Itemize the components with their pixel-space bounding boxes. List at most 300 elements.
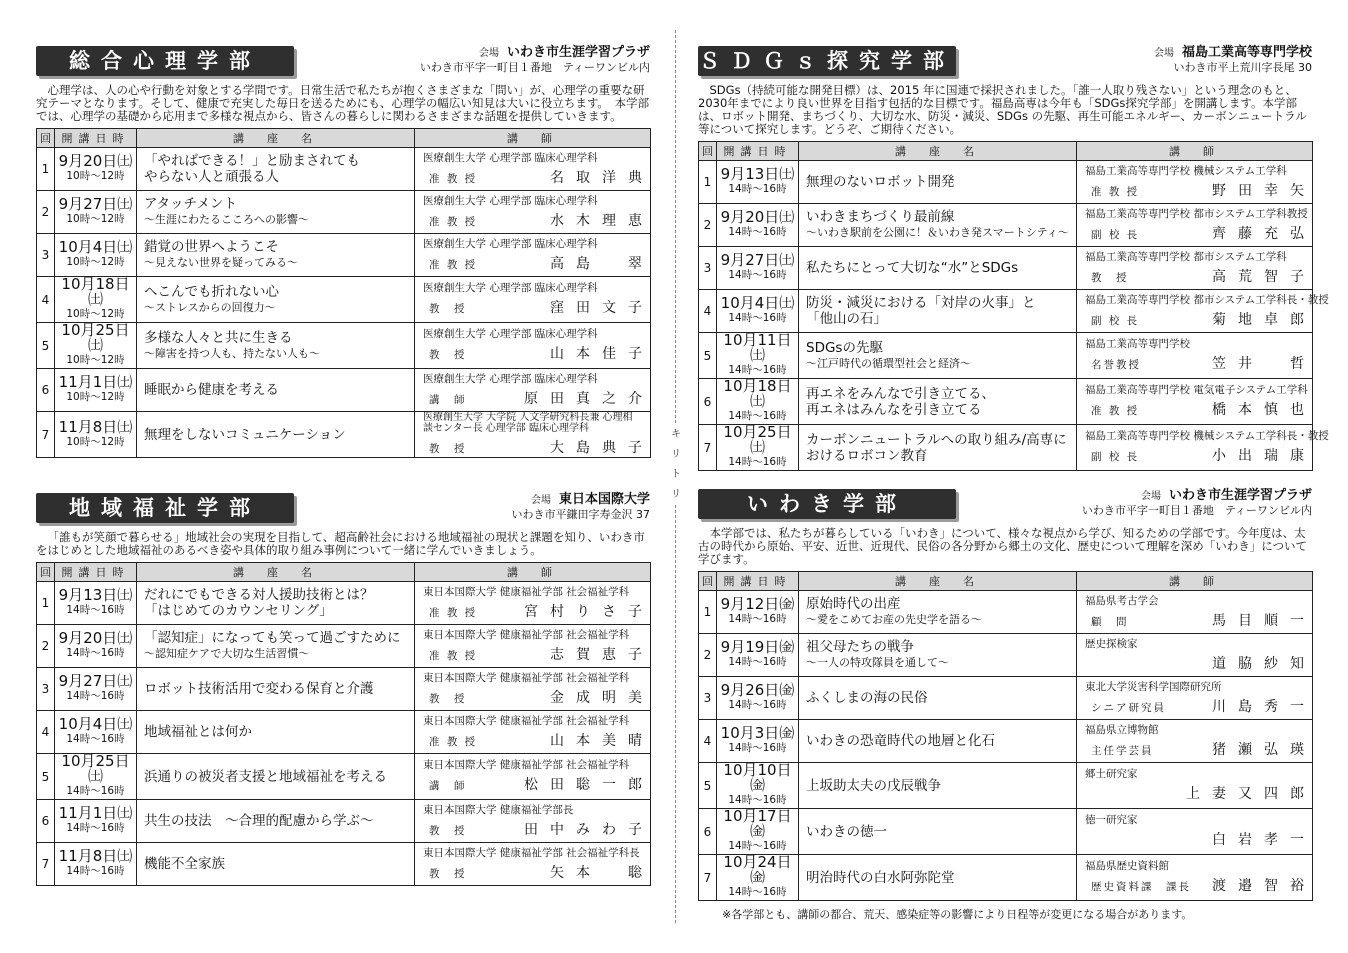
session-datetime: [717, 161, 799, 204]
lecture-subtitle: ～障害を持つ人も、持たない人も～: [144, 346, 320, 360]
header-lecturer: 講 師: [1077, 142, 1313, 161]
lecturer-name: 橋本慎也: [1212, 402, 1316, 418]
lecture-title-cell: [799, 591, 1077, 634]
session-date: 9月20日㈯: [58, 629, 133, 647]
table-header-row: [699, 572, 1313, 591]
table-row: [699, 677, 1313, 720]
lecturer-rank: 講 師: [429, 393, 467, 406]
session-datetime: [55, 668, 137, 711]
lecturer-line: [1085, 180, 1316, 200]
session-number: 2: [699, 204, 717, 247]
lecture-title-cell: [799, 677, 1077, 720]
venue-line: [420, 46, 650, 61]
lecture-title-cell: [137, 412, 415, 458]
session-number: 6: [37, 800, 55, 843]
session-date: 9月27日㈯: [58, 195, 133, 213]
session-number: 4: [37, 711, 55, 754]
section-intro: SDGs（持続可能な開発目標）は、2015 年に国連で採択されました。「誰一人取り残さない」という理念のもと、2030年までにより良い世界を目指す包括的な目標です。福島高専は今年も「SDGs探究学部」を開講します。本学部は、ロボット開発、まちづくり、大切な水、防災・減災、SDGs の先駆、再生可能エネルギー、カーボンニュートラル等について探究します。どうぞ、ご期待ください。: [698, 83, 1307, 136]
session-number: 1: [699, 591, 717, 634]
session-number: 6: [699, 809, 717, 855]
venue-info: [512, 493, 651, 522]
section-title: 地域福祉学部: [36, 493, 294, 523]
lecturer-rank: 教 授: [429, 443, 467, 455]
lecturer-name: 大島典子: [550, 440, 654, 456]
lecture-title-cell: [137, 754, 415, 800]
session-number: 5: [37, 323, 55, 369]
venue-label: 会場: [1140, 491, 1161, 502]
table-row: [37, 369, 651, 412]
kiritori-char: ト: [671, 469, 681, 480]
lecturer-cell: [1077, 425, 1329, 471]
session-date: 10月25日㈯: [723, 423, 792, 456]
session-datetime: [717, 290, 799, 333]
lecture-title-cell: [799, 809, 1077, 855]
lecturer-line: [1085, 783, 1316, 803]
lecturer-line: [1085, 739, 1316, 759]
venue-label: 会場: [1153, 48, 1174, 59]
lecturer-name: 渡邉智裕: [1212, 878, 1316, 894]
lecturer-cell: [1077, 333, 1316, 379]
session-number: 2: [37, 625, 55, 668]
table-row: [699, 425, 1313, 471]
venue-line: [512, 493, 651, 508]
session-date: 9月20日㈯: [720, 208, 795, 226]
session-datetime: [55, 754, 137, 800]
session-number: 2: [699, 634, 717, 677]
lecture-title: 私たちにとって大切な“水”とSDGs: [806, 260, 1019, 276]
lecturer-line: [423, 601, 654, 621]
session-date: 9月27日㈯: [58, 672, 133, 690]
lecturer-line: [1085, 309, 1316, 329]
session-time: 14時～16時: [66, 822, 125, 834]
lecturer-affiliation: 東日本国際大学 健康福祉学部 社会福祉学科: [423, 628, 630, 641]
lecturer-affiliation: 福島工業高等専門学校 都市システム工学科教授: [1085, 207, 1308, 220]
lecture-subtitle: 「他山の石」: [806, 311, 887, 327]
session-datetime: [717, 591, 799, 634]
lecturer-name: 山本佳子: [550, 346, 654, 362]
lecturer-rank: 副 校 長: [1091, 451, 1140, 463]
session-date: 10月25日㈯: [61, 321, 130, 354]
lecturer-rank: 教 授: [429, 692, 467, 705]
lecturer-name: 高荒智子: [1212, 268, 1316, 285]
lecturer-line: [423, 210, 654, 230]
lecturer-cell: [1077, 720, 1316, 763]
lecture-title: 浜通りの被災者支援と地域福祉を考える: [144, 768, 387, 785]
header-date: 開講日時: [55, 129, 137, 148]
lecturer-name: 山本美晴: [550, 732, 654, 749]
session-number: 4: [699, 290, 717, 333]
session-datetime: [717, 204, 799, 247]
session-datetime: [717, 247, 799, 290]
lecturer-rank: 准 教 授: [429, 606, 478, 619]
session-time: 10時～12時: [66, 354, 125, 366]
venue-name: いわき市生涯学習プラザ: [506, 45, 650, 60]
table-row: [699, 591, 1313, 634]
lecturer-line: [423, 167, 654, 187]
lecture-title: カーボンニュートラルへの取り組み/高専に: [806, 431, 1067, 448]
lecturer-affiliation: 福島工業高等専門学校 機械システム工学科長・教授: [1085, 430, 1329, 442]
session-date: 9月20日㈯: [58, 152, 133, 170]
lecturer-line: [423, 774, 654, 794]
table-row: [37, 711, 651, 754]
table-row: [699, 855, 1313, 901]
session-time: 14時～16時: [66, 785, 125, 797]
lecture-title: 原始時代の出産: [806, 596, 901, 612]
lecture-title: 機能不全家族: [144, 856, 225, 872]
session-time: 14時～16時: [66, 865, 125, 877]
venue-line: [1082, 489, 1312, 504]
lecturer-affiliation: 医療創生大学 心理学部 臨床心理学科: [423, 151, 598, 164]
lecturer-name: 金成明美: [550, 689, 654, 706]
lecture-title: 防災・減災における「対岸の火事」と: [806, 295, 1036, 311]
lecturer-cell: [415, 412, 654, 458]
venue-name: いわき市生涯学習プラザ: [1168, 488, 1312, 503]
lecturer-line: [423, 819, 654, 839]
session-time: 10時～12時: [66, 213, 125, 225]
session-datetime: [55, 191, 137, 234]
lecturer-cell: [1077, 855, 1316, 901]
lecturer-rank: 准 教 授: [1091, 405, 1140, 417]
session-number: 6: [37, 369, 55, 412]
session-number: 5: [37, 754, 55, 800]
session-datetime: [55, 369, 137, 412]
session-date: 11月8日㈯: [58, 417, 133, 436]
session-number: 7: [699, 425, 717, 471]
session-time: 14時～16時: [728, 312, 787, 324]
session-datetime: [55, 323, 137, 369]
footnote: ※各学部とも、講師の都合、荒天、感染症等の影響により日程等が変更になる場合があります。: [722, 908, 1193, 921]
table-row: [37, 582, 651, 625]
session-number: 7: [37, 843, 55, 886]
lecturer-name: 小出瑞康: [1212, 448, 1316, 464]
lecture-title: アタッチメント: [144, 196, 238, 212]
lecturer-affiliation: 東日本国際大学 健康福祉学部 社会福祉学科: [423, 671, 630, 684]
lecture-title-cell: [137, 668, 415, 711]
table-row: [37, 234, 651, 277]
lecturer-line: [423, 730, 654, 750]
lecture-title: 無理のないロボット開発: [806, 174, 955, 190]
session-time: 14時～16時: [66, 604, 125, 616]
session-datetime: [717, 855, 799, 901]
table-row: [37, 625, 651, 668]
lecturer-name: 野田幸矢: [1212, 182, 1316, 199]
lecturer-cell: [1077, 247, 1316, 290]
lecture-title-cell: [799, 204, 1077, 247]
section-sdgs: [698, 45, 1329, 471]
table-row: [37, 754, 651, 800]
lecture-title: いわきまちづくり最前線: [806, 209, 955, 225]
session-date: 10月18日㈯: [723, 377, 792, 410]
section-intro: 「誰もが笑顔で暮らせる」地域社会の実現を目指して、超高齢社会における地域福祉の現状と課題を知り、いわき市をはじめとした地域福祉のあるべき姿や具体的取り組み事例について一緒に学んでいきましょう。: [36, 530, 645, 557]
session-time: 14時～16時: [728, 226, 787, 238]
lecturer-name: 菊地卓郎: [1212, 311, 1316, 328]
venue-name: 福島工業高等専門学校: [1181, 45, 1312, 60]
session-time: 10時～12時: [66, 308, 125, 320]
lecturer-rank: 教 授: [429, 824, 467, 837]
session-number: 1: [699, 161, 717, 204]
lecturer-affiliation: 福島県歴史資料館: [1085, 860, 1169, 872]
section-title: いわき学部: [698, 489, 956, 519]
session-number: 6: [699, 379, 717, 425]
table-header-row: [699, 142, 1313, 161]
lecturer-cell: [1077, 290, 1329, 333]
venue-address: いわき市平上荒川字長尾 30: [1173, 61, 1312, 74]
lecturer-line: [1085, 223, 1316, 243]
lecturer-cell: [1077, 634, 1316, 677]
venue-line: [1154, 46, 1312, 61]
lecturer-line: [423, 253, 654, 273]
session-date: 10月17日㈮: [723, 807, 792, 840]
lecturer-cell: [415, 843, 654, 886]
session-number: 5: [699, 763, 717, 809]
lecturer-line: [1085, 829, 1316, 849]
lecture-title-cell: [137, 277, 415, 323]
lecture-title-cell: [799, 425, 1077, 471]
session-date: 10月25日㈯: [61, 752, 130, 785]
venue-name: 東日本国際大学: [558, 492, 650, 507]
lecture-title: 「やればできる！」と励まされても: [144, 153, 360, 169]
section-header: [698, 489, 1312, 527]
venue-info: [420, 46, 650, 75]
lecturer-line: [1085, 696, 1316, 716]
lecture-title-cell: [799, 634, 1077, 677]
lecturer-cell: [1077, 809, 1316, 855]
lecturer-name: 窪田文子: [550, 300, 654, 316]
session-time: 14時～16時: [728, 269, 787, 281]
header-lecturer: 講 師: [1077, 572, 1313, 591]
lecture-subtitle: ～ストレスからの回復力～: [144, 300, 276, 314]
session-date: 10月10日㈮: [723, 761, 792, 794]
lecture-title-cell: [137, 582, 415, 625]
lecture-subtitle: ～生涯にわたるこころへの影響～: [144, 213, 309, 226]
section-title: ＳＤＧｓ探究学部: [698, 46, 956, 76]
lecture-title: SDGsの先駆: [806, 339, 883, 356]
session-time: 14時～16時: [728, 613, 787, 625]
lecture-title-cell: [799, 720, 1077, 763]
session-time: 10時～12時: [66, 170, 125, 182]
session-datetime: [55, 234, 137, 277]
lecturer-affiliation: 福島工業高等専門学校 都市システム工学科長・教授: [1085, 293, 1329, 306]
lecture-title: だれにでもできる対人援助技術とは？: [144, 587, 374, 603]
session-datetime: [55, 582, 137, 625]
lecturer-cell: [415, 800, 654, 843]
lecturer-name: 矢本 聡: [550, 864, 654, 881]
lecturer-affiliation: 福島県考古学会: [1085, 594, 1159, 607]
lecturer-affiliation: 東北大学災害科学国際研究所: [1085, 680, 1222, 693]
lecturer-line: [423, 297, 654, 317]
lecturer-line: [1085, 445, 1316, 465]
lecturer-rank: シニア研究員: [1091, 701, 1166, 714]
table-row: [699, 290, 1313, 333]
session-date: 11月8日㈯: [58, 847, 133, 865]
lecturer-affiliation: 徳一研究家: [1085, 814, 1138, 826]
lecturer-line: [1085, 353, 1316, 373]
lecturer-rank: 准 教 授: [429, 735, 478, 748]
lecturer-cell: [415, 754, 654, 800]
lecture-title: 祖父母たちの戦争: [806, 639, 914, 655]
lecturer-cell: [1077, 161, 1316, 204]
table-row: [699, 634, 1313, 677]
session-datetime: [55, 148, 137, 191]
lecture-title-cell: [799, 855, 1077, 901]
lecture-title-cell: [137, 234, 415, 277]
venue-address: いわき市平字一町目１番地 ティーワンビル内: [1081, 504, 1312, 517]
session-datetime: [717, 333, 799, 379]
lecturer-rank: 准 教 授: [1091, 185, 1140, 198]
lecturer-line: [1085, 653, 1316, 673]
lecturer-cell: [415, 625, 654, 668]
header-topic: 講 座 名: [137, 129, 415, 148]
session-date: 9月26日㈮: [720, 681, 795, 699]
lecturer-affiliation: 郷土研究家: [1085, 768, 1138, 780]
header-date: 開講日時: [717, 142, 799, 161]
venue-address: いわき市平字一町目１番地 ティーワンビル内: [419, 61, 650, 74]
table-row: [699, 333, 1313, 379]
venue-label: 会場: [478, 48, 499, 59]
lecture-subtitle: ～愛をこめてお産の先史学を語る～: [806, 613, 982, 626]
lecturer-cell: [1077, 591, 1316, 634]
session-time: 10時～12時: [66, 435, 125, 448]
lecture-title-cell: [799, 290, 1077, 333]
table-row: [699, 809, 1313, 855]
session-date: 9月13日㈯: [720, 165, 795, 183]
session-number: 7: [699, 855, 717, 901]
lecturer-affiliation: 医療創生大学 心理学部 臨床心理学科: [423, 372, 598, 385]
session-date: 9月27日㈯: [720, 251, 795, 269]
lecturer-name: 川島秀一: [1212, 698, 1316, 715]
kiritori-char: リ: [671, 449, 681, 460]
section-header: [36, 46, 650, 84]
section-intro: 心理学は、人の心や行動を対象とする学問です。日常生活で私たちが抱くさまざまな「問い」が、心理学の重要な研究テーマとなります。そして、健康で充実した毎日を送るためにも、心理学の幅広い知見は大いに役立ちます。 本学部では、心理学の基礎から応用まで多様な視点から、皆さんの暮らしに関わるさまざまな話題を提供していきます。: [36, 83, 650, 123]
session-datetime: [717, 425, 799, 471]
session-time: 14時～16時: [66, 647, 125, 659]
lecturer-name: 松田聡一郎: [524, 777, 654, 793]
table-row: [37, 800, 651, 843]
lecture-subtitle: ～一人の特攻隊員を通して～: [806, 656, 949, 669]
table-row: [699, 247, 1313, 290]
session-date: 10月18日㈯: [61, 275, 130, 308]
lecture-subtitle: ～見えない世界を疑ってみる～: [144, 256, 298, 269]
header-no: 回: [699, 142, 717, 161]
lecturer-line: [1085, 875, 1316, 895]
lecture-title: いわきの徳一: [806, 823, 887, 840]
lecture-subtitle: やらない人と頑張る人: [144, 169, 279, 185]
lecturer-line: [1085, 610, 1316, 630]
table-row: [699, 204, 1313, 247]
lecturer-cell: [1077, 379, 1316, 425]
session-date: 10月4日㈯: [58, 715, 133, 733]
section-intro: 本学部では、私たちが暮らしている「いわき」について、様々な視点から学び、知るための学部です。今年度は、太古の時代から原始、平安、近世、近現代、民俗の各分野から郷土の文化、歴史について理解を深め「いわき」について学びます。: [698, 526, 1308, 566]
table-row: [699, 379, 1313, 425]
lecturer-name: 齊藤充弘: [1212, 225, 1316, 242]
lecturer-affiliation: 東日本国際大学 健康福祉学部 社会福祉学科長: [423, 846, 640, 859]
lecturer-name: 白岩孝一: [1212, 832, 1316, 848]
table-row: [37, 412, 651, 458]
lecturer-name: 笠井 哲: [1212, 356, 1316, 372]
table-header-row: [37, 563, 651, 582]
lecturer-name: 馬目順一: [1212, 612, 1316, 629]
lecturer-affiliation: 福島県立博物館: [1085, 723, 1159, 736]
lecture-title-cell: [137, 148, 415, 191]
schedule-table: [698, 571, 1316, 901]
lecturer-cell: [415, 148, 654, 191]
lecturer-rank: 准 教 授: [429, 172, 478, 185]
session-time: 10時～12時: [66, 391, 125, 403]
header-date: 開講日時: [55, 563, 137, 582]
lecture-title-cell: [799, 247, 1077, 290]
lecture-title: 共生の技法 ～合理的配慮から学ぶ～: [144, 813, 374, 829]
header-lecturer: 講 師: [415, 563, 651, 582]
session-datetime: [717, 634, 799, 677]
schedule-table: [36, 562, 654, 886]
lecture-title-cell: [799, 333, 1077, 379]
lecturer-affiliation: 東日本国際大学 健康福祉学部 社会福祉学科: [423, 585, 630, 598]
lecture-title-cell: [137, 711, 415, 754]
lecture-title: 上坂助太夫の戊辰戦争: [806, 777, 941, 794]
session-datetime: [717, 379, 799, 425]
lecturer-cell: [1077, 677, 1316, 720]
table-row: [37, 668, 651, 711]
session-date: 10月4日㈯: [720, 294, 795, 312]
lecture-title: 錯覚の世界へようこそ: [144, 239, 279, 255]
lecturer-name: 猪瀬弘瑛: [1212, 741, 1316, 758]
kiritori-label: [670, 425, 682, 505]
table-row: [37, 191, 651, 234]
lecture-title: 地域福祉とは何か: [144, 724, 252, 740]
lecturer-line: [423, 437, 654, 457]
session-date: 9月19日㈮: [720, 638, 795, 656]
lecturer-rank: 顧 問: [1091, 615, 1129, 628]
lecturer-line: [423, 388, 654, 408]
venue-info: [1082, 489, 1312, 518]
lecturer-line: [423, 644, 654, 664]
kiritori-char: キ: [671, 429, 681, 440]
lecturer-affiliation: 東日本国際大学 健康福祉学部 社会福祉学科: [423, 714, 630, 727]
lecturer-cell: [415, 369, 654, 412]
header-topic: 講 座 名: [799, 572, 1077, 591]
lecturer-cell: [415, 668, 654, 711]
header-date: 開講日時: [717, 572, 799, 591]
lecturer-affiliation: 福島工業高等専門学校 機械システム工学科: [1085, 164, 1287, 177]
lecturer-line: [423, 343, 654, 363]
lecture-title-cell: [137, 323, 415, 369]
schedule-table: [698, 141, 1329, 471]
lecturer-rank: 主任学芸員: [1091, 744, 1154, 757]
session-datetime: [55, 277, 137, 323]
lecturer-rank: 講 師: [429, 780, 467, 792]
session-datetime: [717, 677, 799, 720]
session-date: 9月12日㈮: [720, 595, 795, 613]
session-number: 7: [37, 412, 55, 458]
lecture-title-cell: [137, 625, 415, 668]
lecture-title: 睡眠から健康を考える: [144, 382, 279, 398]
lecturer-rank: 教 授: [429, 349, 467, 361]
session-time: 14時～16時: [728, 886, 787, 898]
schedule-table: [36, 128, 654, 458]
table-row: [699, 763, 1313, 809]
lecturer-cell: [415, 191, 654, 234]
lecture-title-cell: [799, 763, 1077, 809]
lecturer-rank: 准 教 授: [429, 215, 478, 228]
lecture-title: 再エネをみんなで引き立てる、: [806, 385, 995, 402]
session-datetime: [717, 720, 799, 763]
lecture-title: 多様な人々と共に生きる: [144, 329, 293, 346]
session-time: 14時～16時: [728, 410, 787, 422]
lecturer-rank: 歴史資料課 課長: [1091, 881, 1191, 893]
session-datetime: [55, 711, 137, 754]
lecturer-name: 水木理恵: [550, 212, 654, 229]
session-number: 1: [37, 582, 55, 625]
